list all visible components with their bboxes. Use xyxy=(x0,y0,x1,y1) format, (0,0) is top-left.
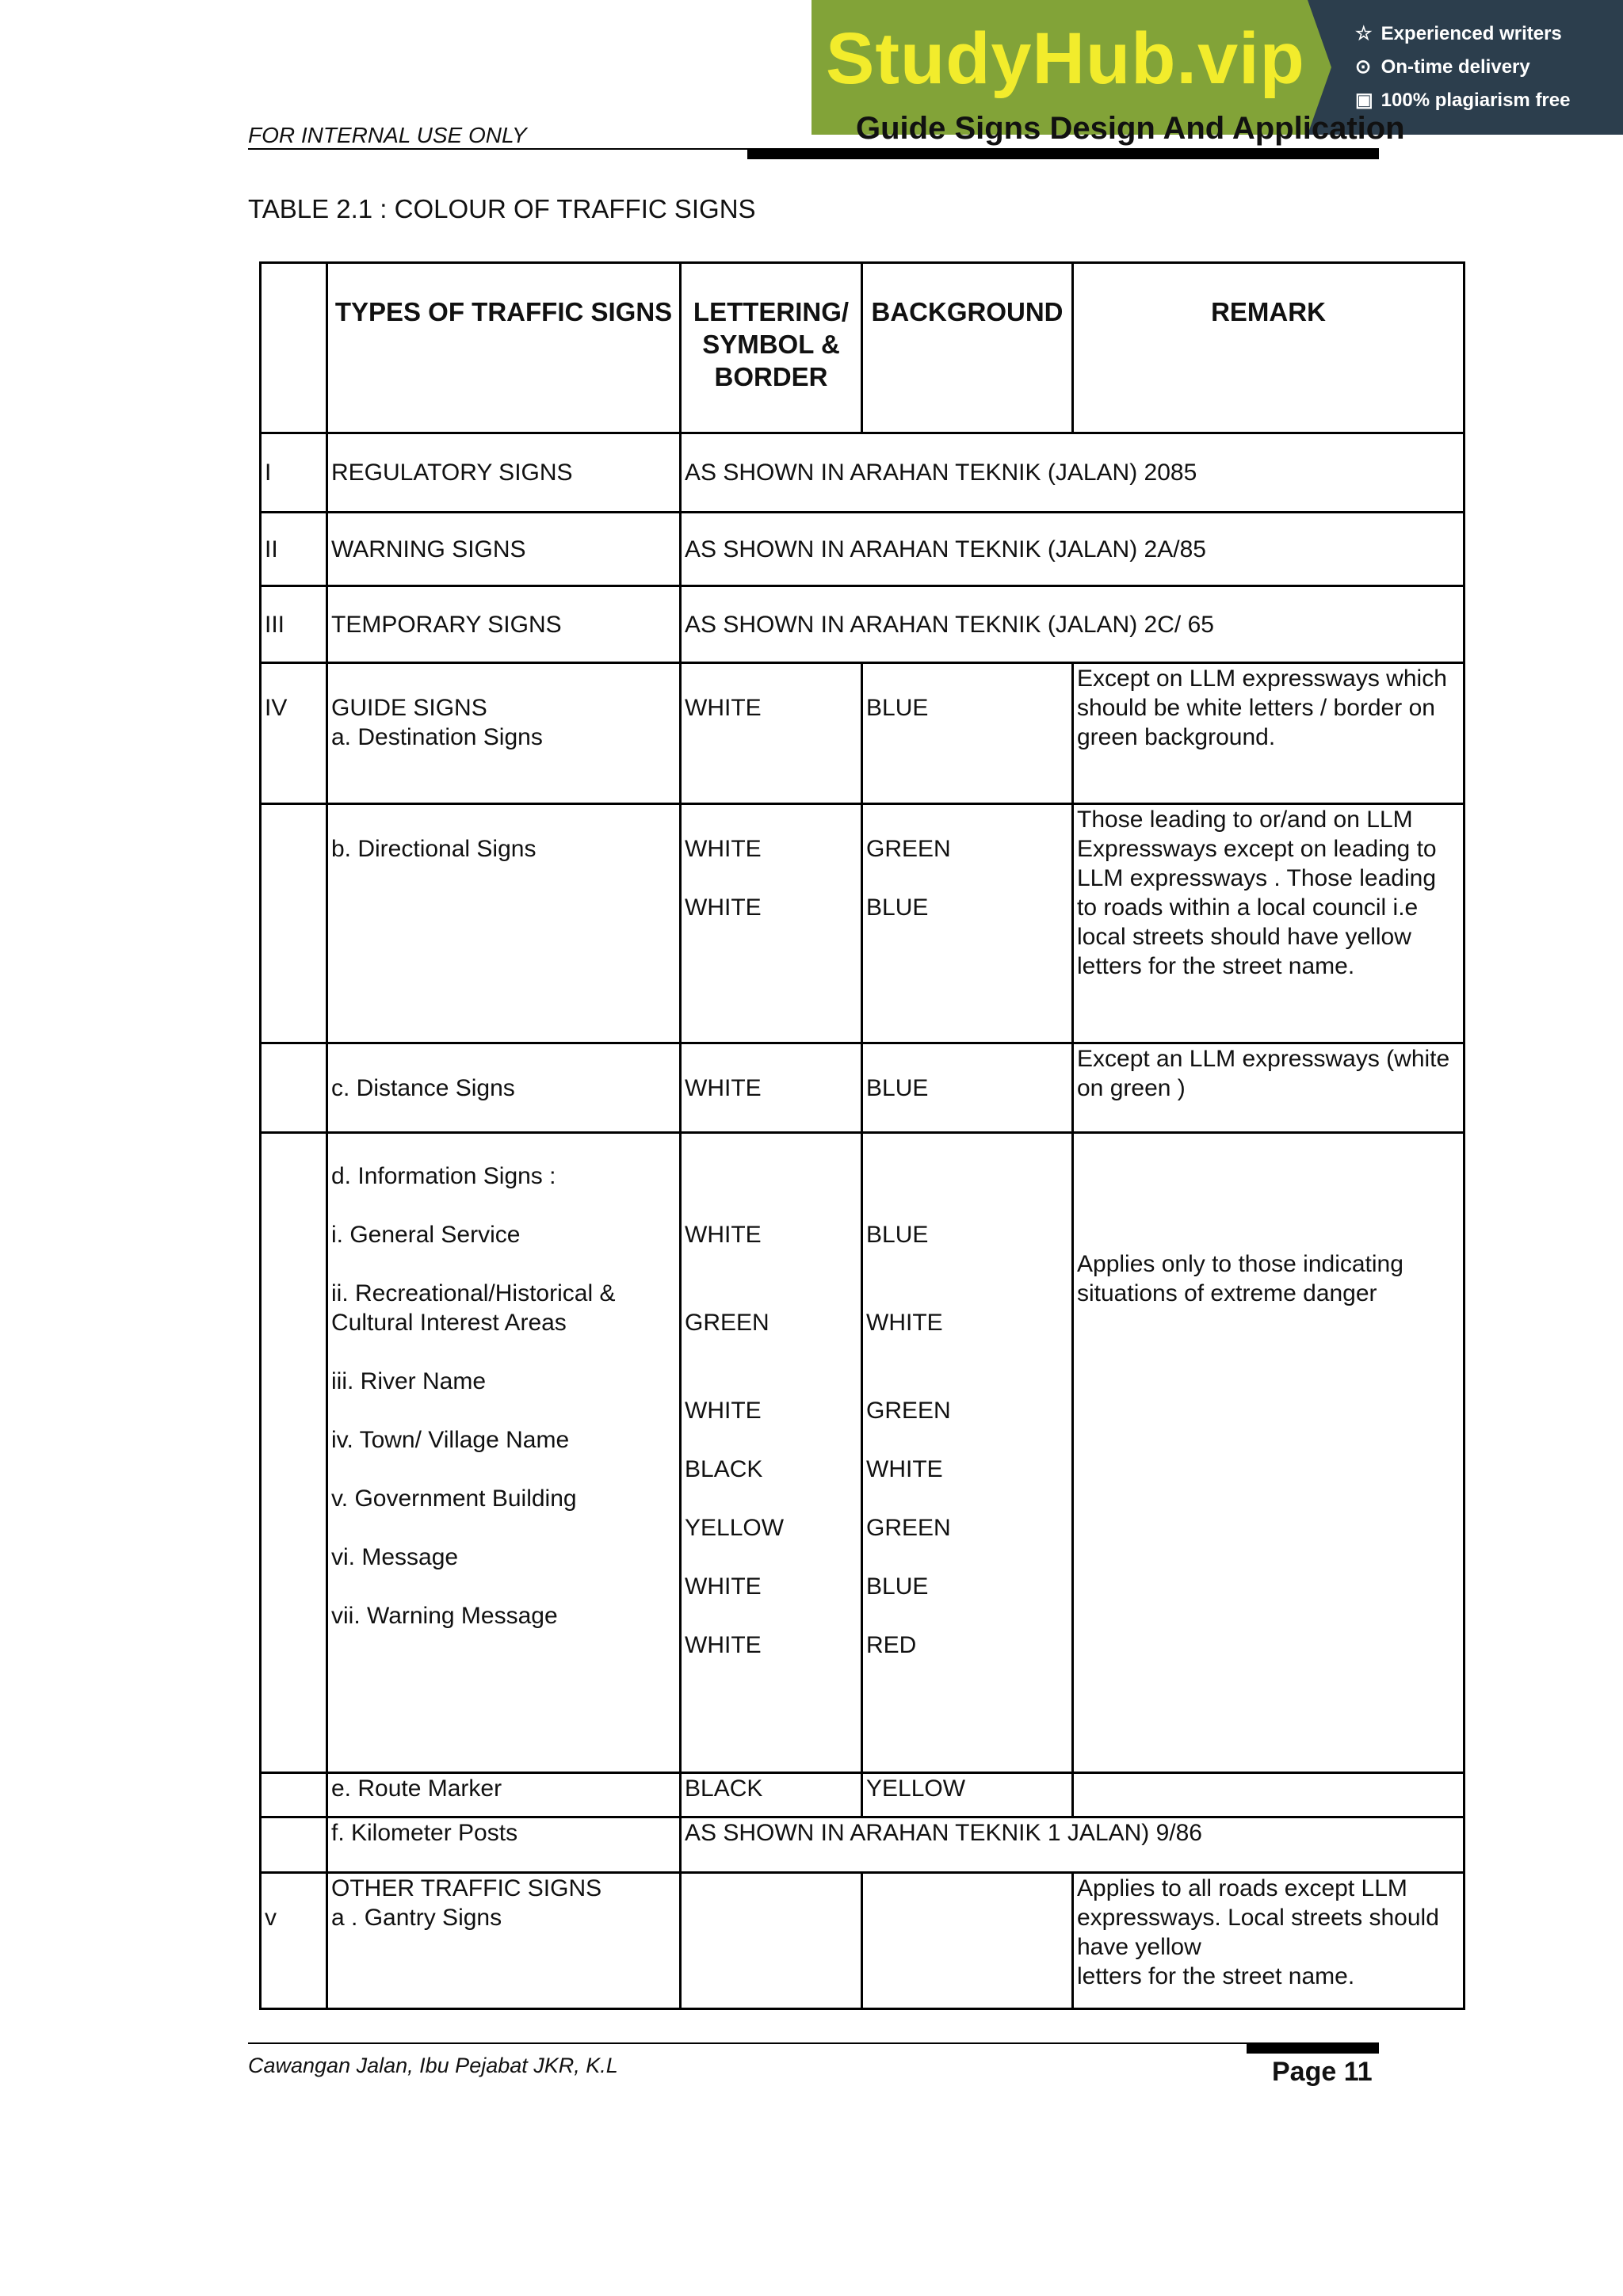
feature-label: On-time delivery xyxy=(1381,56,1530,78)
spanning-note: AS SHOWN IN ARAHAN TEKNIK 1 JALAN) 9/86 xyxy=(681,1817,1465,1873)
star-icon: ☆ xyxy=(1355,23,1373,44)
remark: Except an LLM expressways (white on green ) xyxy=(1073,1043,1465,1133)
feature-label: Experienced writers xyxy=(1381,23,1562,44)
lettering-colour: BLACK xyxy=(681,1773,862,1817)
background-colour: BLUE xyxy=(862,1043,1073,1133)
feature-plagiarism-free xyxy=(1355,89,1570,112)
table-header-row xyxy=(261,263,1465,433)
background-colour: BLUE xyxy=(862,663,1073,804)
spanning-note: AS SHOWN IN ARAHAN TEKNIK (JALAN) 2C/ 65 xyxy=(681,586,1465,663)
header-lettering: LETTERING/ SYMBOL & BORDER xyxy=(681,263,862,433)
row-number: I xyxy=(261,433,327,513)
table-row xyxy=(261,586,1465,663)
table-row xyxy=(261,804,1465,1043)
lettering-colour: WHITE WHITE xyxy=(681,804,862,1043)
remark: Applies only to those indicating situations of extreme danger xyxy=(1073,1133,1465,1773)
row-number: IV xyxy=(261,663,327,804)
sign-type: e. Route Marker xyxy=(327,1773,681,1817)
remark: Except on LLM expressways which should be white letters / border on green background. xyxy=(1073,663,1465,804)
traffic-sign-colour-table xyxy=(259,261,1465,2010)
header-remark: REMARK xyxy=(1073,263,1465,433)
table-row xyxy=(261,1133,1465,1773)
spanning-note: AS SHOWN IN ARAHAN TEKNIK (JALAN) 2085 xyxy=(681,433,1465,513)
background-colour: BLUE WHITE GREEN WHITE GREEN BLUE RED xyxy=(862,1133,1073,1773)
lettering-colour: WHITE GREEN WHITE BLACK YELLOW WHITE WHITE xyxy=(681,1133,862,1773)
table-row xyxy=(261,1043,1465,1133)
remark xyxy=(1073,1773,1465,1817)
spanning-note: AS SHOWN IN ARAHAN TEKNIK (JALAN) 2A/85 xyxy=(681,513,1465,586)
row-number xyxy=(261,1773,327,1817)
sign-type: TEMPORARY SIGNS xyxy=(327,586,681,663)
footer-organisation: Cawangan Jalan, Ibu Pejabat JKR, K.L xyxy=(248,2054,618,2077)
feature-on-time-delivery xyxy=(1355,55,1530,78)
background-colour: YELLOW xyxy=(862,1773,1073,1817)
header-types: TYPES OF TRAFFIC SIGNS xyxy=(327,263,681,433)
sign-type: GUIDE SIGNS a. Destination Signs xyxy=(327,663,681,804)
internal-use-label: FOR INTERNAL USE ONLY xyxy=(248,123,527,147)
footer-rule xyxy=(248,2042,1377,2044)
sign-type: REGULATORY SIGNS xyxy=(327,433,681,513)
header-bar xyxy=(747,148,1379,159)
row-number: III xyxy=(261,586,327,663)
background-colour xyxy=(862,1873,1073,2009)
row-number xyxy=(261,1817,327,1873)
table-title: TABLE 2.1 : COLOUR OF TRAFFIC SIGNS xyxy=(248,194,756,223)
sign-type: b. Directional Signs xyxy=(327,804,681,1043)
table-row xyxy=(261,1773,1465,1817)
clock-icon: ⊙ xyxy=(1355,56,1372,78)
row-number: II xyxy=(261,513,327,586)
footer-bar xyxy=(1247,2042,1379,2054)
document-check-icon: ▣ xyxy=(1355,90,1373,111)
row-number xyxy=(261,804,327,1043)
table-row xyxy=(261,1873,1465,2009)
sign-type: d. Information Signs : i. General Service ii. Recreational/Historical & Cultural Interest Areas iii. River Name iv. Town/ Village Name v. Government Building vi. Message vii. Warning Message xyxy=(327,1133,681,1773)
document-title: Guide Signs Design And Application xyxy=(856,111,1405,146)
lettering-colour xyxy=(681,1873,862,2009)
row-number xyxy=(261,1043,327,1133)
sign-type: OTHER TRAFFIC SIGNS a . Gantry Signs xyxy=(327,1873,681,2009)
lettering-colour: WHITE xyxy=(681,1043,862,1133)
brand-logo[interactable]: StudyHub.vip xyxy=(826,18,1305,99)
remark: Applies to all roads except LLM expressways. Local streets should have yellow letters for the street name. xyxy=(1073,1873,1465,2009)
sign-type: c. Distance Signs xyxy=(327,1043,681,1133)
lettering-colour: WHITE xyxy=(681,663,862,804)
table-row xyxy=(261,1817,1465,1873)
feature-experienced-writers xyxy=(1355,22,1562,45)
header-rule xyxy=(248,148,747,150)
row-number xyxy=(261,1133,327,1773)
remark: Those leading to or/and on LLM Expressways except on leading to LLM expressways . Those leading to roads within a local council i.e local streets should have yellow letters for the street name. xyxy=(1073,804,1465,1043)
header-no xyxy=(261,263,327,433)
feature-label: 100% plagiarism free xyxy=(1381,90,1571,111)
header-background: BACKGROUND xyxy=(862,263,1073,433)
table-row xyxy=(261,433,1465,513)
row-number: v xyxy=(261,1873,327,2009)
sign-type: f. Kilometer Posts xyxy=(327,1817,681,1873)
background-colour: GREEN BLUE xyxy=(862,804,1073,1043)
sign-type: WARNING SIGNS xyxy=(327,513,681,586)
page-number: Page 11 xyxy=(1272,2057,1373,2087)
table-row xyxy=(261,513,1465,586)
table-row xyxy=(261,663,1465,804)
